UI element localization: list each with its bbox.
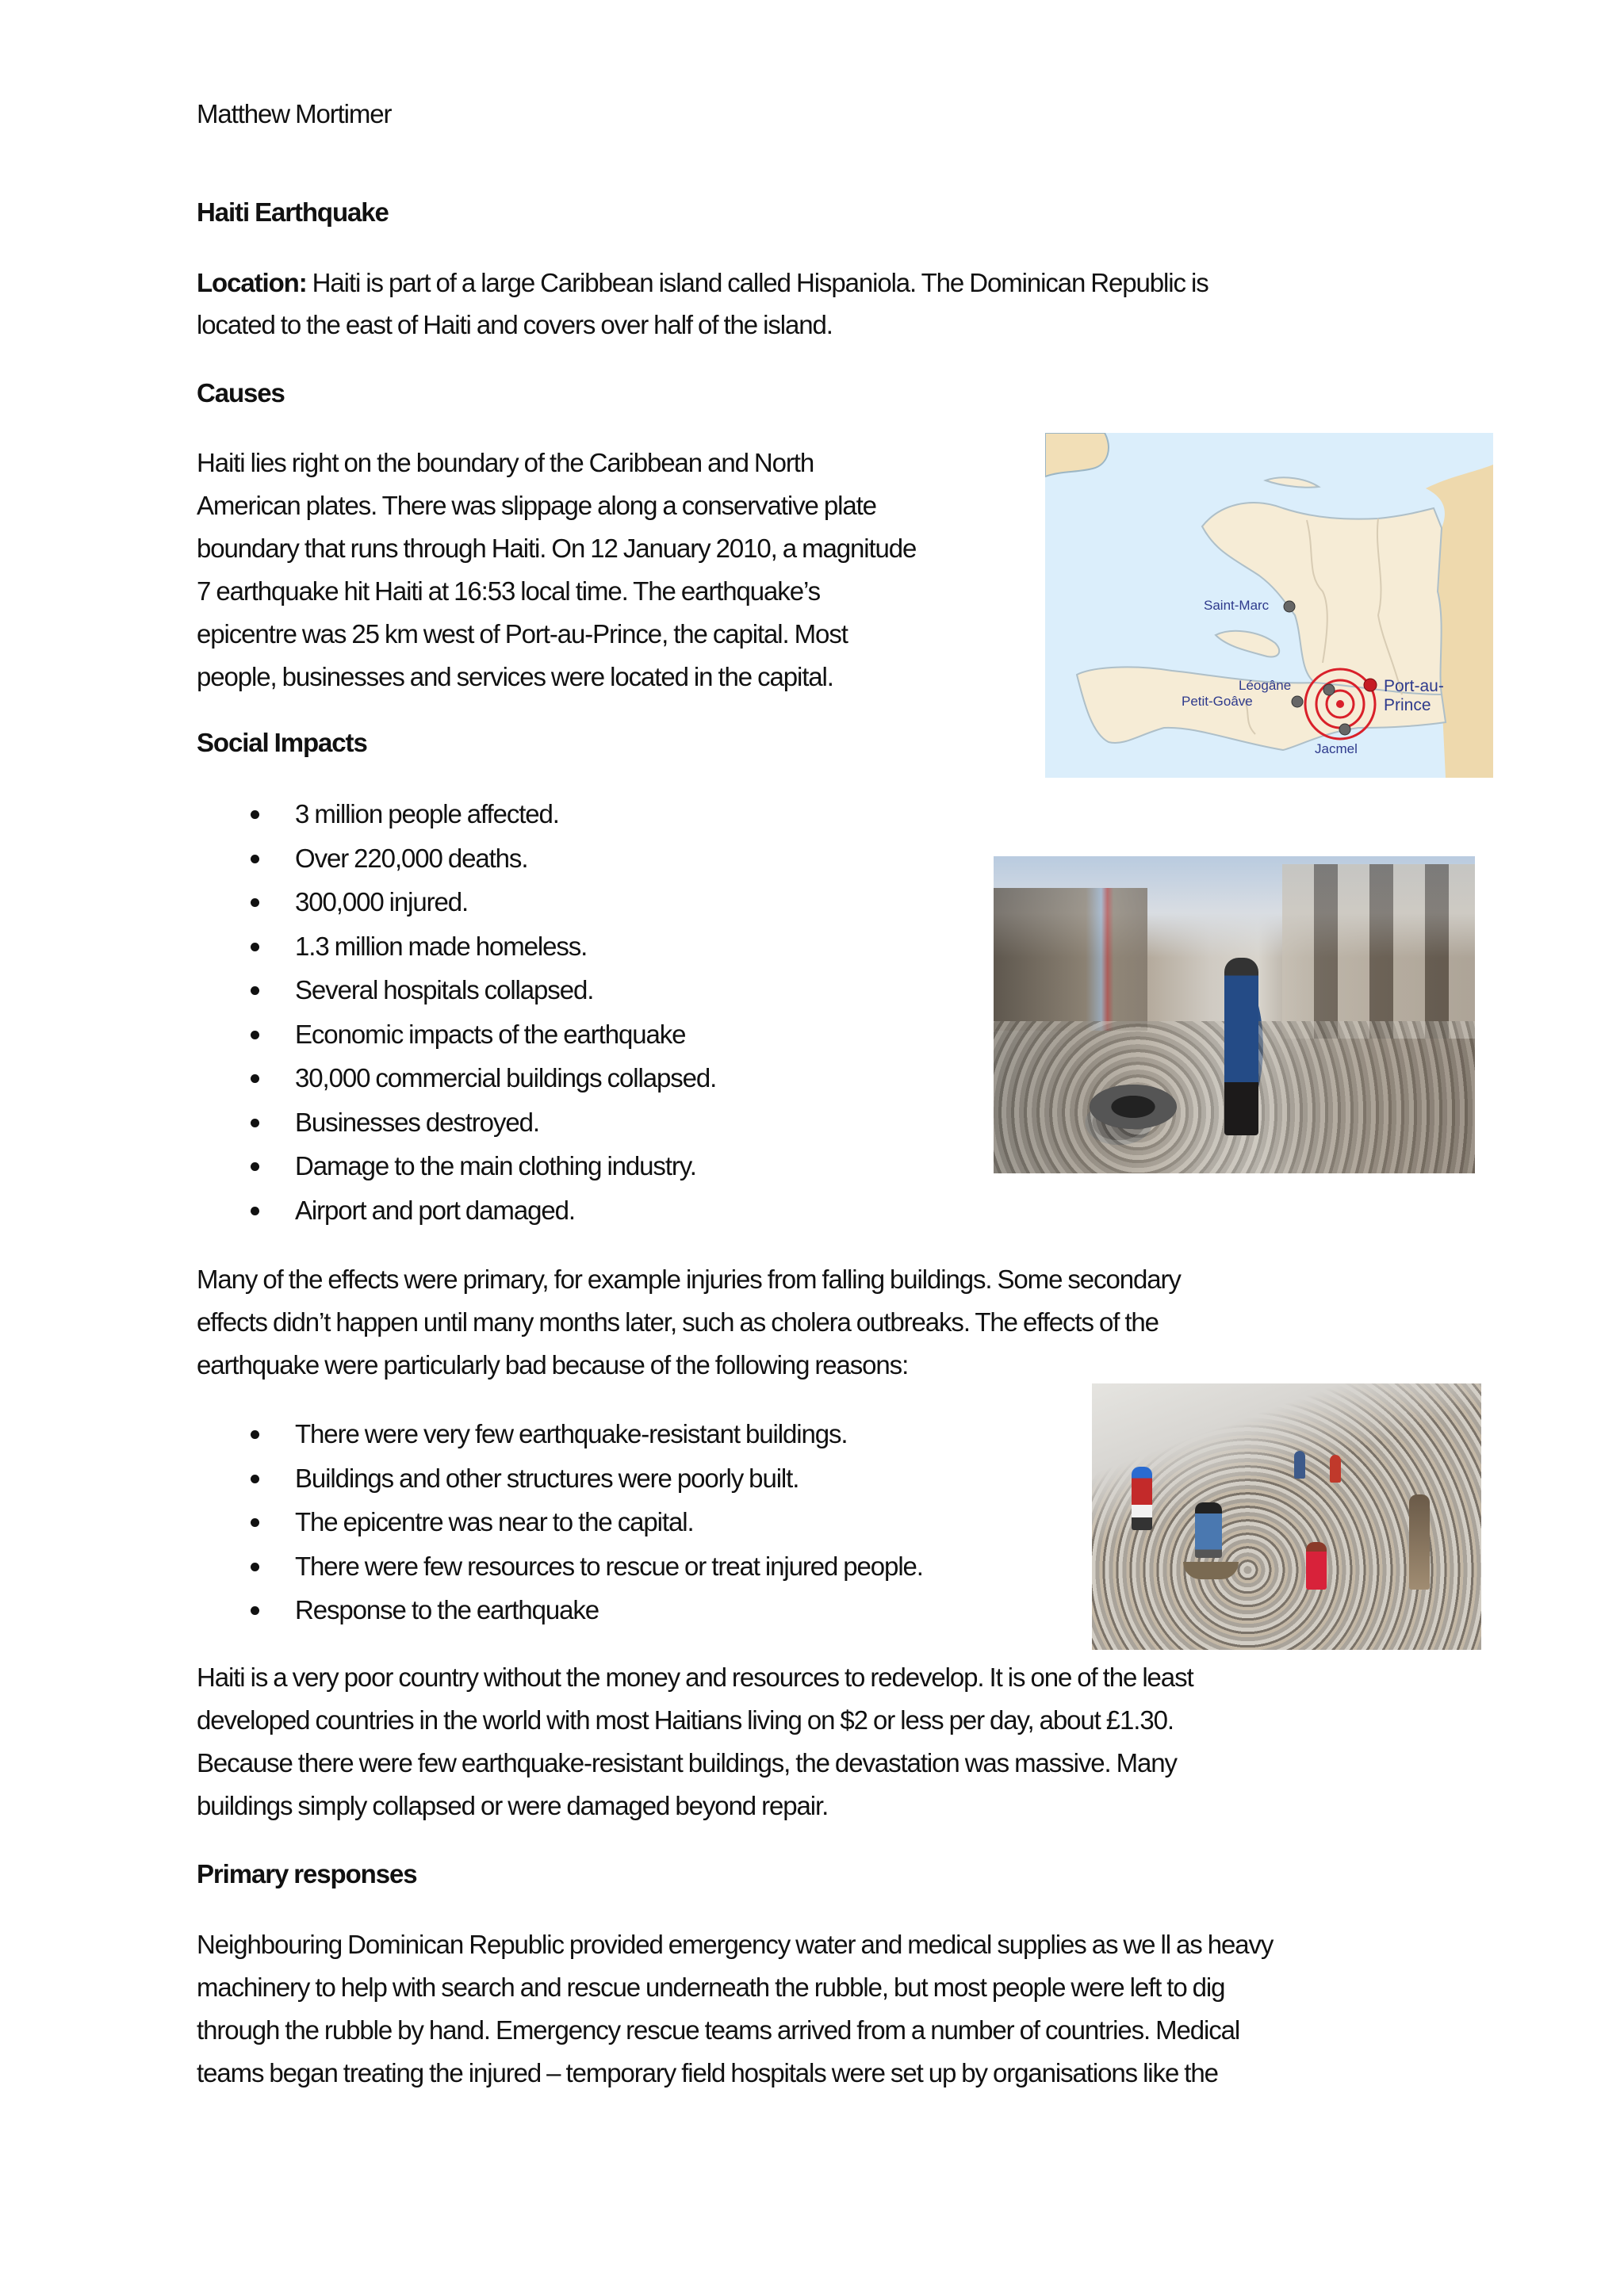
map-label-leogane: Léogâne bbox=[1239, 678, 1292, 693]
list-item-text: Economic impacts of the earthquake bbox=[295, 1019, 686, 1049]
street-rubble-photo bbox=[994, 856, 1475, 1173]
photo-tire bbox=[1090, 1085, 1176, 1129]
list-item-text: Response to the earthquake bbox=[295, 1595, 599, 1624]
bullet-icon bbox=[251, 810, 259, 819]
photo-person bbox=[1132, 1467, 1152, 1530]
photo-person bbox=[1195, 1502, 1222, 1558]
list-item bbox=[197, 1500, 923, 1544]
bullet-icon bbox=[251, 1475, 259, 1483]
social-impacts-heading: Social Impacts bbox=[197, 728, 367, 757]
list-item bbox=[197, 968, 716, 1012]
bullet-icon bbox=[251, 1074, 259, 1083]
list-item-text: Damage to the main clothing industry. bbox=[295, 1151, 696, 1181]
bullet-icon bbox=[251, 943, 259, 951]
list-item bbox=[197, 1412, 923, 1456]
map-graphic bbox=[1045, 433, 1493, 778]
causes-heading: Causes bbox=[197, 378, 285, 408]
bullet-icon bbox=[251, 1162, 259, 1171]
photo-person bbox=[1224, 958, 1258, 1135]
photo-building-right bbox=[1282, 864, 1475, 1039]
bullet-icon bbox=[251, 1430, 259, 1439]
effects-line: effects didn’t happen until many months later, such as cholera outbreaks. The effects of the bbox=[197, 1307, 1159, 1337]
list-item bbox=[197, 880, 716, 924]
list-item bbox=[197, 1544, 923, 1589]
list-item bbox=[197, 1188, 716, 1233]
poverty-line: developed countries in the world with most Haitians living on $2 or less per day, about £1.30. bbox=[197, 1705, 1174, 1735]
photo-person bbox=[1409, 1494, 1430, 1590]
bullet-icon bbox=[251, 1207, 259, 1215]
bullet-icon bbox=[251, 1119, 259, 1127]
list-item bbox=[197, 1056, 716, 1100]
list-item-text: Over 220,000 deaths. bbox=[295, 843, 528, 873]
list-item-text: 3 million people affected. bbox=[295, 799, 559, 828]
list-item bbox=[197, 792, 716, 836]
list-item-text: Businesses destroyed. bbox=[295, 1107, 539, 1137]
location-text: Haiti is part of a large Caribbean island called Hispaniola. The Dominican Republic is bbox=[306, 268, 1208, 297]
list-item-text: The epicentre was near to the capital. bbox=[295, 1507, 694, 1536]
list-item bbox=[197, 1456, 923, 1501]
bullet-icon bbox=[251, 855, 259, 863]
primary-responses-line: through the rubble by hand. Emergency rescue teams arrived from a number of countries. Medical bbox=[197, 2015, 1240, 2045]
list-item-text: There were few resources to rescue or treat injured people. bbox=[295, 1551, 923, 1581]
photo-building-left bbox=[994, 888, 1147, 1031]
author-name: Matthew Mortimer bbox=[197, 99, 392, 128]
map-label-petit-goave: Petit-Goâve bbox=[1182, 694, 1253, 709]
bullet-icon bbox=[251, 898, 259, 907]
list-item bbox=[197, 836, 716, 881]
list-item-text: There were very few earthquake-resistant buildings. bbox=[295, 1419, 848, 1448]
location-paragraph-line-1 bbox=[197, 262, 1208, 304]
map-label-port-au-prince-1: Port-au- bbox=[1384, 677, 1444, 695]
causes-line: Haiti lies right on the boundary of the Caribbean and North bbox=[197, 448, 814, 477]
list-item-text: Buildings and other structures were poorly built. bbox=[295, 1463, 799, 1493]
haiti-map-image bbox=[1045, 433, 1493, 778]
photo-wheelbarrow bbox=[1183, 1562, 1239, 1579]
list-item-text: 300,000 injured. bbox=[295, 887, 469, 916]
causes-line: boundary that runs through Haiti. On 12 January 2010, a magnitude bbox=[197, 534, 917, 563]
primary-responses-line: Neighbouring Dominican Republic provided emergency water and medical supplies as we ll as heavy bbox=[197, 1930, 1274, 1959]
photo-person bbox=[1330, 1455, 1341, 1483]
causes-line: people, businesses and services were located in the capital. bbox=[197, 662, 833, 691]
list-item bbox=[197, 1588, 923, 1632]
causes-line: epicentre was 25 km west of Port-au-Prince, the capital. Most bbox=[197, 619, 848, 649]
map-label-saint-marc: Saint-Marc bbox=[1204, 598, 1270, 613]
effects-line: Many of the effects were primary, for example injuries from falling buildings. Some secondary bbox=[197, 1265, 1181, 1294]
bullet-icon bbox=[251, 1606, 259, 1615]
list-item-text: 30,000 commercial buildings collapsed. bbox=[295, 1063, 717, 1093]
list-item bbox=[197, 1012, 716, 1057]
list-item-text: Airport and port damaged. bbox=[295, 1195, 575, 1225]
location-paragraph-line-2: located to the east of Haiti and covers over half of the island. bbox=[197, 310, 833, 339]
document-title: Haiti Earthquake bbox=[197, 197, 389, 227]
poverty-line: Because there were few earthquake-resistant buildings, the devastation was massive. Many bbox=[197, 1748, 1177, 1777]
primary-responses-heading: Primary responses bbox=[197, 1859, 417, 1888]
photo-person bbox=[1306, 1542, 1327, 1590]
social-impacts-list bbox=[197, 792, 716, 1232]
list-item-text: 1.3 million made homeless. bbox=[295, 931, 588, 961]
map-label-jacmel: Jacmel bbox=[1315, 741, 1358, 756]
bullet-icon bbox=[251, 1518, 259, 1527]
map-label-port-au-prince-2: Prince bbox=[1384, 696, 1431, 714]
photo-person bbox=[1294, 1451, 1305, 1479]
causes-line: American plates. There was slippage along a conservative plate bbox=[197, 491, 876, 520]
reasons-list bbox=[197, 1412, 923, 1632]
causes-line: 7 earthquake hit Haiti at 16:53 local time. The earthquake’s bbox=[197, 576, 820, 606]
bullet-icon bbox=[251, 986, 259, 995]
effects-line: earthquake were particularly bad because of the following reasons: bbox=[197, 1350, 909, 1380]
location-label: Location: bbox=[197, 268, 307, 297]
poverty-line: Haiti is a very poor country without the money and resources to redevelop. It is one of the least bbox=[197, 1663, 1193, 1692]
debris-search-photo bbox=[1092, 1383, 1481, 1650]
list-item-text: Several hospitals collapsed. bbox=[295, 975, 594, 1004]
bullet-icon bbox=[251, 1563, 259, 1571]
list-item bbox=[197, 1144, 716, 1188]
primary-responses-line: machinery to help with search and rescue underneath the rubble, but most people were left to dig bbox=[197, 1973, 1225, 2002]
list-item bbox=[197, 1100, 716, 1145]
poverty-line: buildings simply collapsed or were damaged beyond repair. bbox=[197, 1791, 829, 1820]
bullet-icon bbox=[251, 1031, 259, 1039]
list-item bbox=[197, 924, 716, 969]
primary-responses-line: teams began treating the injured – temporary field hospitals were set up by organisations like the bbox=[197, 2058, 1218, 2087]
